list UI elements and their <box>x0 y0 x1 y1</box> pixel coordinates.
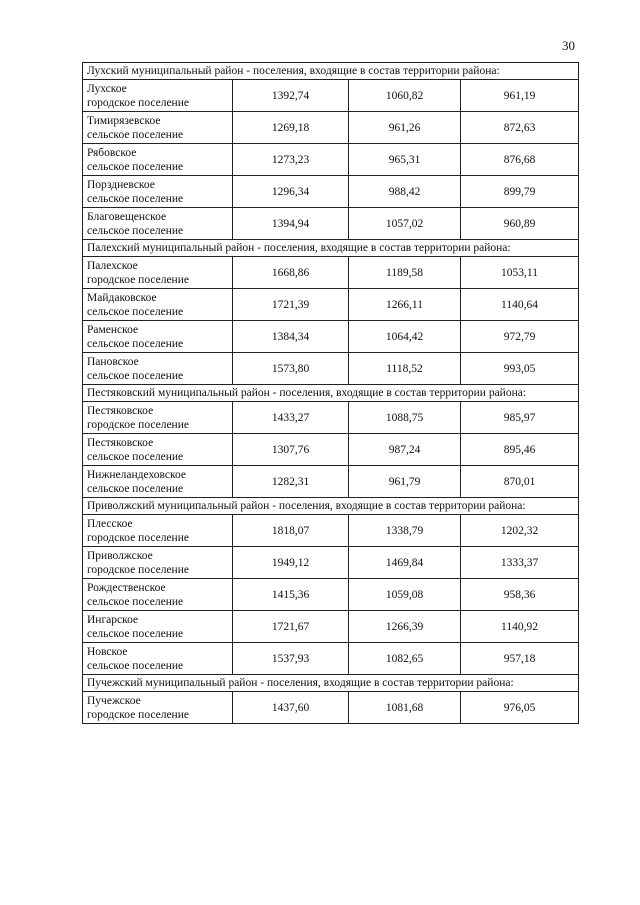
value-cell-2: 1059,08 <box>349 579 461 611</box>
table-row <box>83 144 579 176</box>
table-row <box>83 112 579 144</box>
settlement-type: сельское поселение <box>87 369 184 382</box>
value-cell-2: 1266,11 <box>349 289 461 321</box>
value-cell-2: 1118,52 <box>349 353 461 385</box>
settlement-type: городское поселение <box>87 273 189 286</box>
settlement-name-cell <box>83 611 233 643</box>
settlement-name-cell <box>83 547 233 579</box>
settlement-type: городское поселение <box>87 418 189 431</box>
table-row <box>83 176 579 208</box>
table-row <box>83 80 579 112</box>
value-cell-3: 985,97 <box>461 402 579 434</box>
value-cell-1: 1949,12 <box>233 547 349 579</box>
value-cell-3: 993,05 <box>461 353 579 385</box>
table-row <box>83 611 579 643</box>
section-title: Пестяковский муниципальный район - поселения, входящие в состав территории района: <box>83 385 579 402</box>
settlement-type: сельское поселение <box>87 128 184 141</box>
value-cell-1: 1537,93 <box>233 643 349 675</box>
section-title: Приволжский муниципальный район - поселения, входящие в состав территории района: <box>83 498 579 515</box>
settlement-name: Тимирязевское <box>87 114 161 127</box>
table-row <box>83 321 579 353</box>
value-cell-1: 1721,39 <box>233 289 349 321</box>
settlement-name: Приволжское <box>87 549 153 562</box>
table-row <box>83 643 579 675</box>
table-row <box>83 434 579 466</box>
table-row <box>83 515 579 547</box>
settlement-name-cell <box>83 80 233 112</box>
settlement-name: Лухское <box>87 82 127 95</box>
value-cell-3: 1202,32 <box>461 515 579 547</box>
settlement-name-cell <box>83 643 233 675</box>
value-cell-1: 1433,27 <box>233 402 349 434</box>
value-cell-3: 960,89 <box>461 208 579 240</box>
value-cell-1: 1269,18 <box>233 112 349 144</box>
settlement-name: Плесское <box>87 517 133 530</box>
settlement-name: Пановское <box>87 355 139 368</box>
settlement-name-cell <box>83 353 233 385</box>
value-cell-2: 1057,02 <box>349 208 461 240</box>
settlement-type: сельское поселение <box>87 450 184 463</box>
page-number: 30 <box>562 38 575 53</box>
table-row <box>83 466 579 498</box>
value-cell-3: 972,79 <box>461 321 579 353</box>
table-row <box>83 402 579 434</box>
settlement-type: сельское поселение <box>87 305 184 318</box>
value-cell-1: 1282,31 <box>233 466 349 498</box>
value-cell-2: 961,79 <box>349 466 461 498</box>
value-cell-1: 1573,80 <box>233 353 349 385</box>
section-header-row <box>83 385 579 402</box>
settlement-name-cell <box>83 321 233 353</box>
section-header-row <box>83 63 579 80</box>
settlement-name: Порздневское <box>87 178 155 191</box>
value-cell-2: 961,26 <box>349 112 461 144</box>
value-cell-2: 1088,75 <box>349 402 461 434</box>
value-cell-1: 1307,76 <box>233 434 349 466</box>
value-cell-2: 1064,42 <box>349 321 461 353</box>
settlement-name: Пестяковское <box>87 404 154 417</box>
value-cell-1: 1384,34 <box>233 321 349 353</box>
value-cell-1: 1394,94 <box>233 208 349 240</box>
value-cell-2: 1469,84 <box>349 547 461 579</box>
settlement-name-cell <box>83 112 233 144</box>
section-title: Лухский муниципальный район - поселения, входящие в состав территории района: <box>83 63 579 80</box>
settlement-name-cell <box>83 208 233 240</box>
value-cell-3: 870,01 <box>461 466 579 498</box>
value-cell-3: 872,63 <box>461 112 579 144</box>
value-cell-1: 1668,86 <box>233 257 349 289</box>
value-cell-3: 1053,11 <box>461 257 579 289</box>
value-cell-1: 1721,67 <box>233 611 349 643</box>
value-cell-1: 1415,36 <box>233 579 349 611</box>
value-cell-2: 1266,39 <box>349 611 461 643</box>
value-cell-3: 895,46 <box>461 434 579 466</box>
value-cell-2: 987,24 <box>349 434 461 466</box>
table-row <box>83 692 579 724</box>
section-header-row <box>83 498 579 515</box>
value-cell-2: 1082,65 <box>349 643 461 675</box>
settlement-name: Рождественское <box>87 581 166 594</box>
settlement-type: сельское поселение <box>87 659 184 672</box>
section-title: Палехский муниципальный район - поселения, входящие в состав территории района: <box>83 240 579 257</box>
value-cell-3: 876,68 <box>461 144 579 176</box>
settlement-type: городское поселение <box>87 563 189 576</box>
table-row <box>83 579 579 611</box>
settlement-name-cell <box>83 176 233 208</box>
value-cell-1: 1437,60 <box>233 692 349 724</box>
value-cell-2: 1081,68 <box>349 692 461 724</box>
table-row <box>83 208 579 240</box>
value-cell-1: 1392,74 <box>233 80 349 112</box>
value-cell-2: 1060,82 <box>349 80 461 112</box>
table-row <box>83 353 579 385</box>
settlement-name: Пестяковское <box>87 436 154 449</box>
value-cell-1: 1818,07 <box>233 515 349 547</box>
value-cell-3: 1140,64 <box>461 289 579 321</box>
settlement-name: Пучежское <box>87 694 141 707</box>
settlement-name-cell <box>83 434 233 466</box>
settlement-type: городское поселение <box>87 708 189 721</box>
value-cell-2: 1189,58 <box>349 257 461 289</box>
tariff-table <box>82 62 579 724</box>
table-row <box>83 547 579 579</box>
settlement-type: сельское поселение <box>87 337 184 350</box>
settlement-name-cell <box>83 289 233 321</box>
settlement-type: сельское поселение <box>87 192 184 205</box>
value-cell-3: 1333,37 <box>461 547 579 579</box>
settlement-type: городское поселение <box>87 96 189 109</box>
settlement-type: сельское поселение <box>87 595 184 608</box>
settlement-name-cell <box>83 579 233 611</box>
value-cell-3: 957,18 <box>461 643 579 675</box>
value-cell-3: 1140,92 <box>461 611 579 643</box>
settlement-name-cell <box>83 515 233 547</box>
settlement-name: Ингарское <box>87 613 139 626</box>
section-header-row <box>83 675 579 692</box>
settlement-type: сельское поселение <box>87 482 184 495</box>
table-body <box>83 63 579 724</box>
value-cell-1: 1296,34 <box>233 176 349 208</box>
settlement-name-cell <box>83 466 233 498</box>
table-row <box>83 257 579 289</box>
section-title: Пучежский муниципальный район - поселения, входящие в состав территории района: <box>83 675 579 692</box>
settlement-name-cell <box>83 692 233 724</box>
value-cell-3: 976,05 <box>461 692 579 724</box>
settlement-name: Нижнеландеховское <box>87 468 186 481</box>
settlement-name-cell <box>83 402 233 434</box>
table-row <box>83 289 579 321</box>
settlement-name: Раменское <box>87 323 139 336</box>
settlement-type: сельское поселение <box>87 627 184 640</box>
value-cell-1: 1273,23 <box>233 144 349 176</box>
value-cell-3: 899,79 <box>461 176 579 208</box>
settlement-type: сельское поселение <box>87 224 184 237</box>
settlement-name: Палехское <box>87 259 138 272</box>
settlement-name: Рябовское <box>87 146 137 159</box>
settlement-type: городское поселение <box>87 531 189 544</box>
value-cell-2: 988,42 <box>349 176 461 208</box>
settlement-name: Благовещенское <box>87 210 167 223</box>
value-cell-3: 961,19 <box>461 80 579 112</box>
settlement-name: Майдаковское <box>87 291 157 304</box>
value-cell-3: 958,36 <box>461 579 579 611</box>
settlement-name: Новское <box>87 645 128 658</box>
value-cell-2: 965,31 <box>349 144 461 176</box>
value-cell-2: 1338,79 <box>349 515 461 547</box>
settlement-type: сельское поселение <box>87 160 184 173</box>
settlement-name-cell <box>83 144 233 176</box>
section-header-row <box>83 240 579 257</box>
settlement-name-cell <box>83 257 233 289</box>
